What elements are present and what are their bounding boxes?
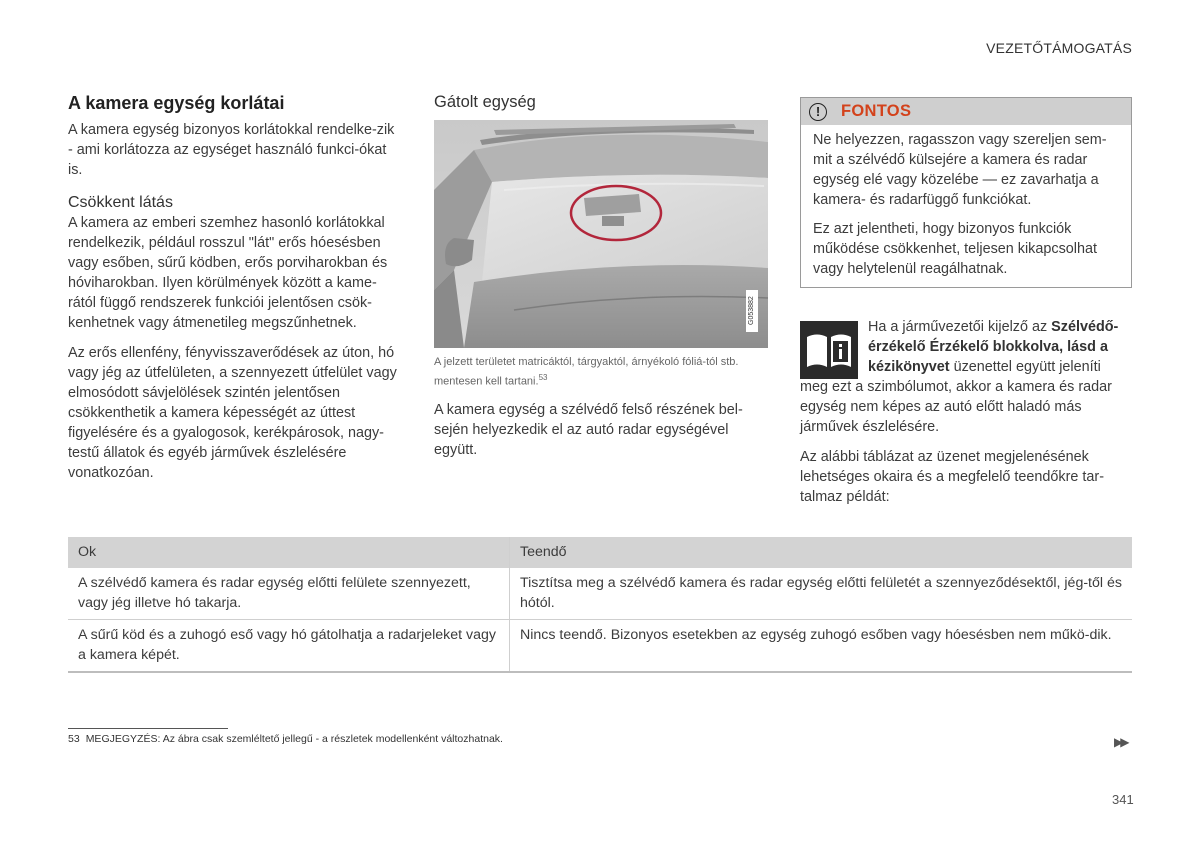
important-header	[801, 98, 1131, 125]
caption-text: A jelzett területet matricáktól, tárgyaktól, árnyékoló fóliá-tól stb. mentesen kell tartani.	[434, 356, 739, 388]
section-header: VEZETŐTÁMOGATÁS	[986, 40, 1132, 56]
exclamation-circle-icon: !	[809, 103, 827, 121]
info-text-post: üzenettel együtt jeleníti meg ezt a szimbólumot, akkor a kamera és radar egység nem képes az autó előtt haladó más járművek észlelésére.	[800, 359, 1112, 435]
manual-book-info-icon	[800, 321, 858, 379]
important-paragraph-1: Ne helyezzen, ragasszon vagy szereljen sem-mit a szélvédő külsejére a kamera és radar egység elé vagy közelébe — ez zavarhatja a kamera- és radarfüggő funkciókat.	[813, 132, 1107, 208]
footnote	[68, 733, 503, 745]
table-header-action: Teendő	[510, 537, 1133, 568]
important-title: FONTOS	[841, 102, 912, 120]
manual-symbol-note	[800, 317, 1132, 517]
intro-paragraph: A kamera egység bizonyos korlátokkal rendelke-zik - ami korlátozza az egységet használó funkci-ókat is.	[68, 122, 395, 178]
column-left	[68, 93, 400, 493]
figure-code: G053882	[746, 290, 758, 332]
table-cell-cause: A szélvédő kamera és radar egység előtti felülete szennyezett, vagy jég illetve hó takarja.	[68, 568, 510, 620]
info-text-pre: Ha a járművezetői kijelző az	[868, 319, 1052, 335]
figure-caption	[434, 355, 768, 390]
subsection-title: Csökkent látás	[68, 194, 173, 211]
table-row	[68, 568, 1132, 620]
column-middle	[434, 93, 768, 470]
reduced-visibility-paragraph: A kamera az emberi szemhez hasonló korlátokkal rendelkezik, például rosszul "lát" erős hóesésben vagy esőben, sűrű ködben, erős porviharokban és hóviharokban. Ilyen körülmények között a kame-rától függő rendszerek funkciói jelentősen csök-kenhetnek vagy átmenetileg megszűnhetnek.	[68, 215, 388, 331]
table-cell-cause: A sűrű köd és a zuhogó eső vagy hó gátolhatja a radarjeleket vagy a kamera képét.	[68, 620, 510, 673]
glare-paragraph: Az erős ellenfény, fényvisszaverődések az úton, hó vagy jég az útfelületen, a szennyezett útfelület vagy elmosódott sávjelölések szintén jelentősen csökkenthetik a kamera képességét az úttest figyelésére és a gyalogosok, kerékpárosok, nagy-testű állatok és egyéb járművek észlelésére vonatkozóan.	[68, 345, 397, 481]
footnote-divider	[68, 728, 228, 729]
important-box	[800, 97, 1132, 288]
table-cell-action: Tisztítsa meg a szélvédő kamera és radar egység előtti felületét a szennyeződésektől, jég-től és hótól.	[510, 568, 1133, 620]
footnote-text: MEGJEGYZÉS: Az ábra csak szemléltető jellegű - a részletek modellenként változhatnak.	[85, 733, 503, 745]
page-number: 341	[1112, 792, 1134, 807]
table-intro-paragraph: Az alábbi táblázat az üzenet megjelenésének lehetséges okaira és a megfelelő teendőkre tar-talmaz példát:	[800, 449, 1104, 505]
important-paragraph-2: Ez azt jelentheti, hogy bizonyos funkciók működése csökkenhet, teljesen kikapcsolhat vagy helytelenül reagálhatnak.	[813, 221, 1097, 277]
caption-footnote-ref[interactable]: 53	[538, 373, 548, 382]
table-row	[68, 620, 1132, 673]
column-right	[800, 97, 1132, 505]
table-header-cause: Ok	[68, 537, 510, 568]
car-interior-drawing	[434, 120, 768, 348]
section-title: A kamera egység korlátai	[68, 93, 285, 113]
windshield-illustration	[434, 120, 768, 348]
obstructed-unit-title: Gátolt egység	[434, 93, 536, 111]
next-page-arrow-icon[interactable]: ▶▶	[1114, 735, 1127, 749]
footnote-number: 53	[68, 733, 80, 745]
important-body	[801, 125, 1131, 287]
camera-location-paragraph: A kamera egység a szélvédő felső részének bel-sején helyezkedik el az autó radar egységével együtt.	[434, 401, 743, 458]
table-cell-action: Nincs teendő. Bizonyos esetekben az egység zuhogó esőben vagy hóesésben nem műkö-dik.	[510, 620, 1133, 673]
dashboard-message-text: Szélvédő-érzékelő Érzékelő blokkolva, lásd a kézikönyvet	[868, 319, 1119, 375]
table-header-row	[68, 537, 1132, 568]
causes-actions-table	[68, 537, 1132, 673]
